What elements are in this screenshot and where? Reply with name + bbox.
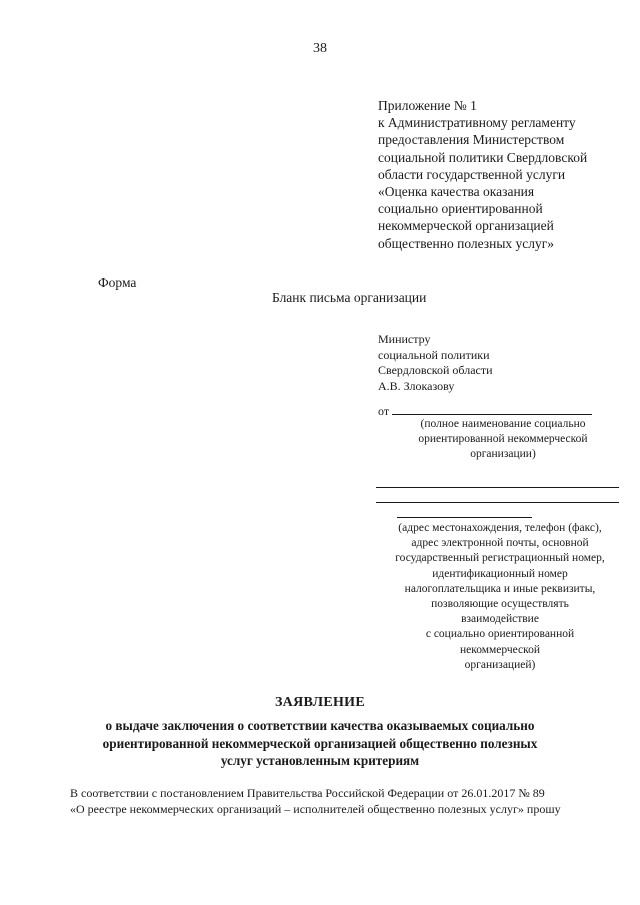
body-line: «О реестре некоммерческих организаций – исполнителей общественно полезных услуг» прошу <box>70 802 561 816</box>
letterhead-label: Бланк письма организации <box>272 290 427 305</box>
caption-line: (адрес местонахождения, телефон (факс), <box>398 522 602 534</box>
appendix-line: социально ориентированной <box>378 201 543 217</box>
caption-line: организацией) <box>464 658 536 671</box>
appendix-line: к Административному регламенту <box>378 115 576 131</box>
caption-line: взаимодействие <box>461 613 539 626</box>
address-blank-line <box>376 502 619 503</box>
address-blank-line <box>376 487 619 488</box>
caption-line: позволяющие осуществлять <box>431 598 569 611</box>
document-title <box>0 695 640 711</box>
address-blank-line-short <box>397 517 532 518</box>
document-title-text: ЗАЯВЛЕНИЕ <box>274 695 365 710</box>
appendix-line: Приложение № 1 <box>378 98 477 113</box>
caption-line: некоммерческой <box>459 643 541 656</box>
subtitle-line: о выдаче заключения о соответствии качества оказываемых социально <box>105 718 535 733</box>
addressee-block <box>378 332 493 394</box>
addressee-line: Свердловской области <box>378 363 493 377</box>
caption-line: налогоплательщика и иные реквизиты, <box>404 582 596 595</box>
addressee-line: Министру <box>378 332 431 346</box>
subtitle-line: ориентированной некоммерческой организацией общественно полезных <box>102 735 538 751</box>
org-name-blank-line <box>392 403 592 415</box>
from-label: от <box>378 404 390 418</box>
caption-line: (полное наименование социально <box>420 418 586 430</box>
appendix-line: области государственной услуги <box>378 166 566 182</box>
addressee-line: социальной политики <box>378 347 490 362</box>
addressee-line: А.В. Злоказову <box>378 378 455 393</box>
caption-line: государственный регистрационный номер, <box>395 552 605 565</box>
caption-line: с социально ориентированной <box>425 628 575 641</box>
appendix-header <box>378 97 628 252</box>
document-subtitle <box>80 717 560 770</box>
appendix-line: общественно полезных услуг» <box>378 235 555 251</box>
subtitle-line: услуг установленным критериям <box>220 753 420 768</box>
caption-line: адрес электронной почты, основной <box>411 537 589 550</box>
caption-line: ориентированной некоммерческой <box>418 433 588 445</box>
page-number: 38 <box>313 41 327 56</box>
org-name-caption <box>378 417 628 462</box>
appendix-line: предоставления Министерством <box>378 132 565 148</box>
caption-line: идентификационный номер <box>432 567 568 580</box>
address-caption <box>370 521 630 673</box>
body-line: В соответствии с постановлением Правительства Российской Федерации от 26.01.2017 № 89 <box>70 786 545 800</box>
body-paragraph <box>70 785 630 817</box>
appendix-line: социальной политики Свердловской <box>378 149 588 165</box>
form-label: Форма <box>98 275 137 290</box>
appendix-line: некоммерческой организацией <box>378 218 554 234</box>
appendix-line: «Оценка качества оказания <box>378 184 535 200</box>
caption-line: организации) <box>470 448 536 460</box>
